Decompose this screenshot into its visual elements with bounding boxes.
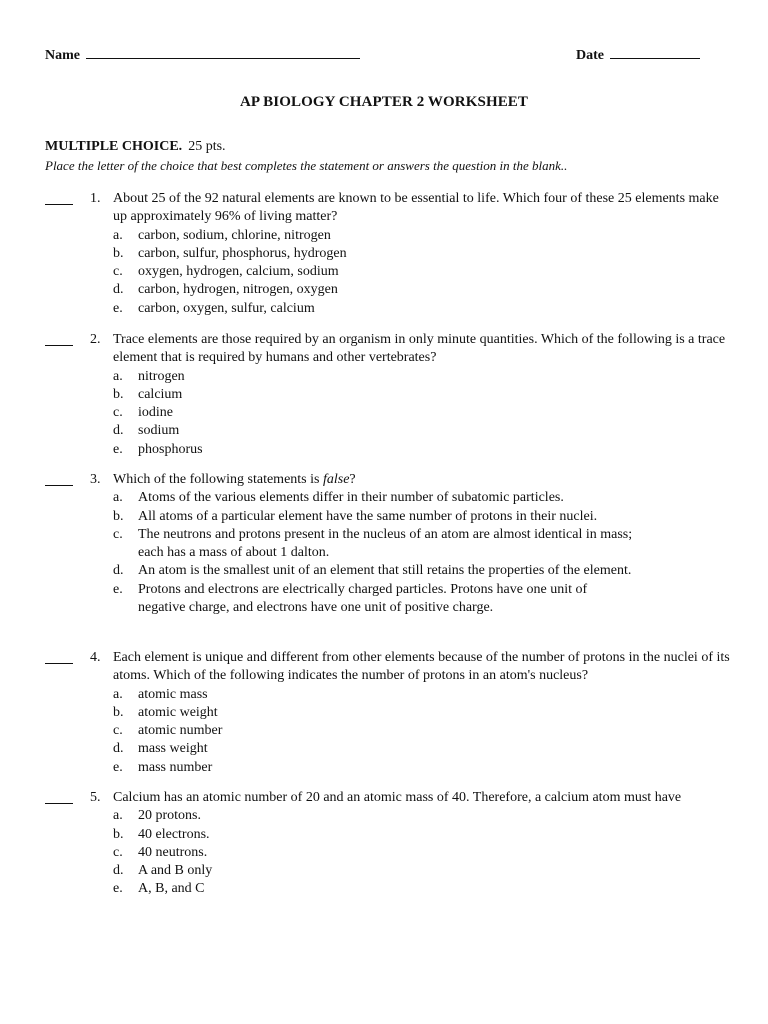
- choice-letter: e.: [113, 300, 123, 316]
- choice: [113, 368, 735, 386]
- question-text: Calcium has an atomic number of 20 and an atomic mass of 40. Therefore, a calcium atom must have: [113, 790, 682, 805]
- question-text-end: ?: [349, 472, 356, 487]
- choice-letter: c.: [113, 526, 123, 542]
- choice-text: mass number: [138, 759, 213, 775]
- choice: [113, 281, 735, 299]
- question-3: [45, 471, 735, 617]
- choice-letter: e.: [113, 581, 123, 597]
- choice-text: atomic number: [138, 723, 223, 739]
- choice-text: The neutrons and protons present in the nucleus of an atom are almost identical in mass; each has a mass of about 1 dalton.: [138, 526, 633, 561]
- choice-text: sodium: [138, 423, 180, 439]
- choice-text: oxygen, hydrogen, calcium, sodium: [138, 264, 339, 280]
- choice-letter: d.: [113, 863, 124, 879]
- question-number: 4.: [90, 650, 101, 665]
- choice: [113, 581, 633, 618]
- choice-text: iodine: [138, 405, 173, 421]
- choice-text: carbon, sulfur, phosphorus, hydrogen: [138, 245, 347, 261]
- section-instruction: Place the letter of the choice that best completes the statement or answers the question in the blank..: [45, 158, 568, 173]
- question-4: [45, 649, 735, 777]
- choice-text: atomic mass: [138, 686, 208, 702]
- choice-letter: d.: [113, 563, 124, 579]
- choice-text: atomic weight: [138, 704, 218, 720]
- choice-text: mass weight: [138, 741, 208, 757]
- question-2: [45, 331, 735, 459]
- choice-letter: b.: [113, 508, 124, 524]
- question-number: 1.: [90, 191, 101, 206]
- choice: [113, 862, 735, 880]
- choice-text: A, B, and C: [138, 881, 205, 897]
- choice: [113, 441, 735, 459]
- choice: [113, 562, 633, 580]
- choice: [113, 300, 735, 318]
- answer-blank[interactable]: [45, 471, 73, 486]
- choice: [113, 526, 633, 563]
- choice: [113, 704, 735, 722]
- question-5: [45, 789, 735, 899]
- question-text-start: Which of the following statements is: [113, 472, 320, 487]
- date-field: [576, 46, 700, 64]
- choice-letter: a.: [113, 490, 123, 506]
- choice-letter: b.: [113, 826, 124, 842]
- choice: [113, 826, 735, 844]
- choice-letter: a.: [113, 368, 123, 384]
- choice-letter: a.: [113, 686, 123, 702]
- choice-letter: c.: [113, 264, 123, 280]
- choice: [113, 722, 735, 740]
- choice-text: 20 protons.: [138, 808, 201, 824]
- choice: [113, 740, 735, 758]
- page-title: AP BIOLOGY CHAPTER 2 WORKSHEET: [239, 94, 529, 110]
- question-text: About 25 of the 92 natural elements are known to be essential to life. Which four of these 25 elements make up approximately 96% of living matter?: [113, 191, 719, 225]
- name-label: Name: [45, 48, 80, 63]
- choice-text: All atoms of a particular element have the same number of protons in their nuclei.: [138, 508, 598, 524]
- choice: [113, 508, 735, 526]
- choice-letter: d.: [113, 282, 124, 298]
- choice: [113, 404, 735, 422]
- choice: [113, 489, 735, 507]
- choice-letter: e.: [113, 881, 123, 897]
- question-text: Trace elements are those required by an organism in only minute quantities. Which of the following is a trace element that is required by humans and other vertebrates?: [113, 332, 726, 366]
- section-title: MULTIPLE CHOICE.: [45, 139, 183, 154]
- question-text: [113, 471, 735, 489]
- choice: [113, 422, 735, 440]
- section-heading: [45, 139, 735, 155]
- choice-letter: b.: [113, 704, 124, 720]
- choice: [113, 807, 735, 825]
- choice-text: 40 neutrons.: [138, 844, 208, 860]
- choice-letter: e.: [113, 759, 123, 775]
- date-blank[interactable]: [610, 46, 700, 59]
- answer-blank[interactable]: [45, 649, 73, 664]
- choice-letter: b.: [113, 386, 124, 402]
- choice: [113, 844, 735, 862]
- choice-text: carbon, sodium, chlorine, nitrogen: [138, 227, 331, 243]
- choice-text: nitrogen: [138, 368, 185, 384]
- choice-text: carbon, oxygen, sulfur, calcium: [138, 300, 315, 316]
- question-number: 2.: [90, 332, 101, 347]
- choice-text: Protons and electrons are electrically charged particles. Protons have one unit of negative charge, and electrons have one unit of positive charge.: [138, 581, 588, 616]
- choice-text: calcium: [138, 386, 183, 402]
- choice-text: carbon, hydrogen, nitrogen, oxygen: [138, 282, 338, 298]
- choice-text: Atoms of the various elements differ in their number of subatomic particles.: [138, 490, 564, 506]
- choice-text: A and B only: [138, 863, 213, 879]
- section-points: 25 pts.: [188, 139, 226, 154]
- choice: [113, 227, 735, 245]
- choice-text: An atom is the smallest unit of an element that still retains the properties of the element.: [138, 563, 632, 579]
- choice-letter: a.: [113, 808, 123, 824]
- choice-letter: b.: [113, 245, 124, 261]
- date-label: Date: [576, 48, 604, 63]
- choice-letter: c.: [113, 723, 123, 739]
- answer-blank[interactable]: [45, 331, 73, 346]
- name-blank[interactable]: [86, 46, 360, 59]
- choice-letter: d.: [113, 741, 124, 757]
- choice: [113, 386, 735, 404]
- choice: [113, 880, 735, 898]
- choice-letter: c.: [113, 844, 123, 860]
- choice: [113, 263, 735, 281]
- question-number: 3.: [90, 472, 101, 487]
- choice-letter: a.: [113, 227, 123, 243]
- question-1: [45, 190, 735, 318]
- question-text: Each element is unique and different from other elements because of the number of protons in the nuclei of its atoms. Which of the following indicates the number of protons in an atom's nucleus?: [113, 650, 730, 684]
- answer-blank[interactable]: [45, 789, 73, 804]
- choice: [113, 686, 735, 704]
- choice-letter: d.: [113, 423, 124, 439]
- choice-letter: e.: [113, 441, 123, 457]
- answer-blank[interactable]: [45, 190, 73, 205]
- choice: [113, 759, 735, 777]
- name-field: [45, 46, 360, 64]
- question-number: 5.: [90, 790, 101, 805]
- choice-text: 40 electrons.: [138, 826, 210, 842]
- question-text-emphasis: false: [322, 472, 350, 487]
- choice-letter: c.: [113, 405, 123, 421]
- choice: [113, 245, 735, 263]
- choice-text: phosphorus: [138, 441, 203, 457]
